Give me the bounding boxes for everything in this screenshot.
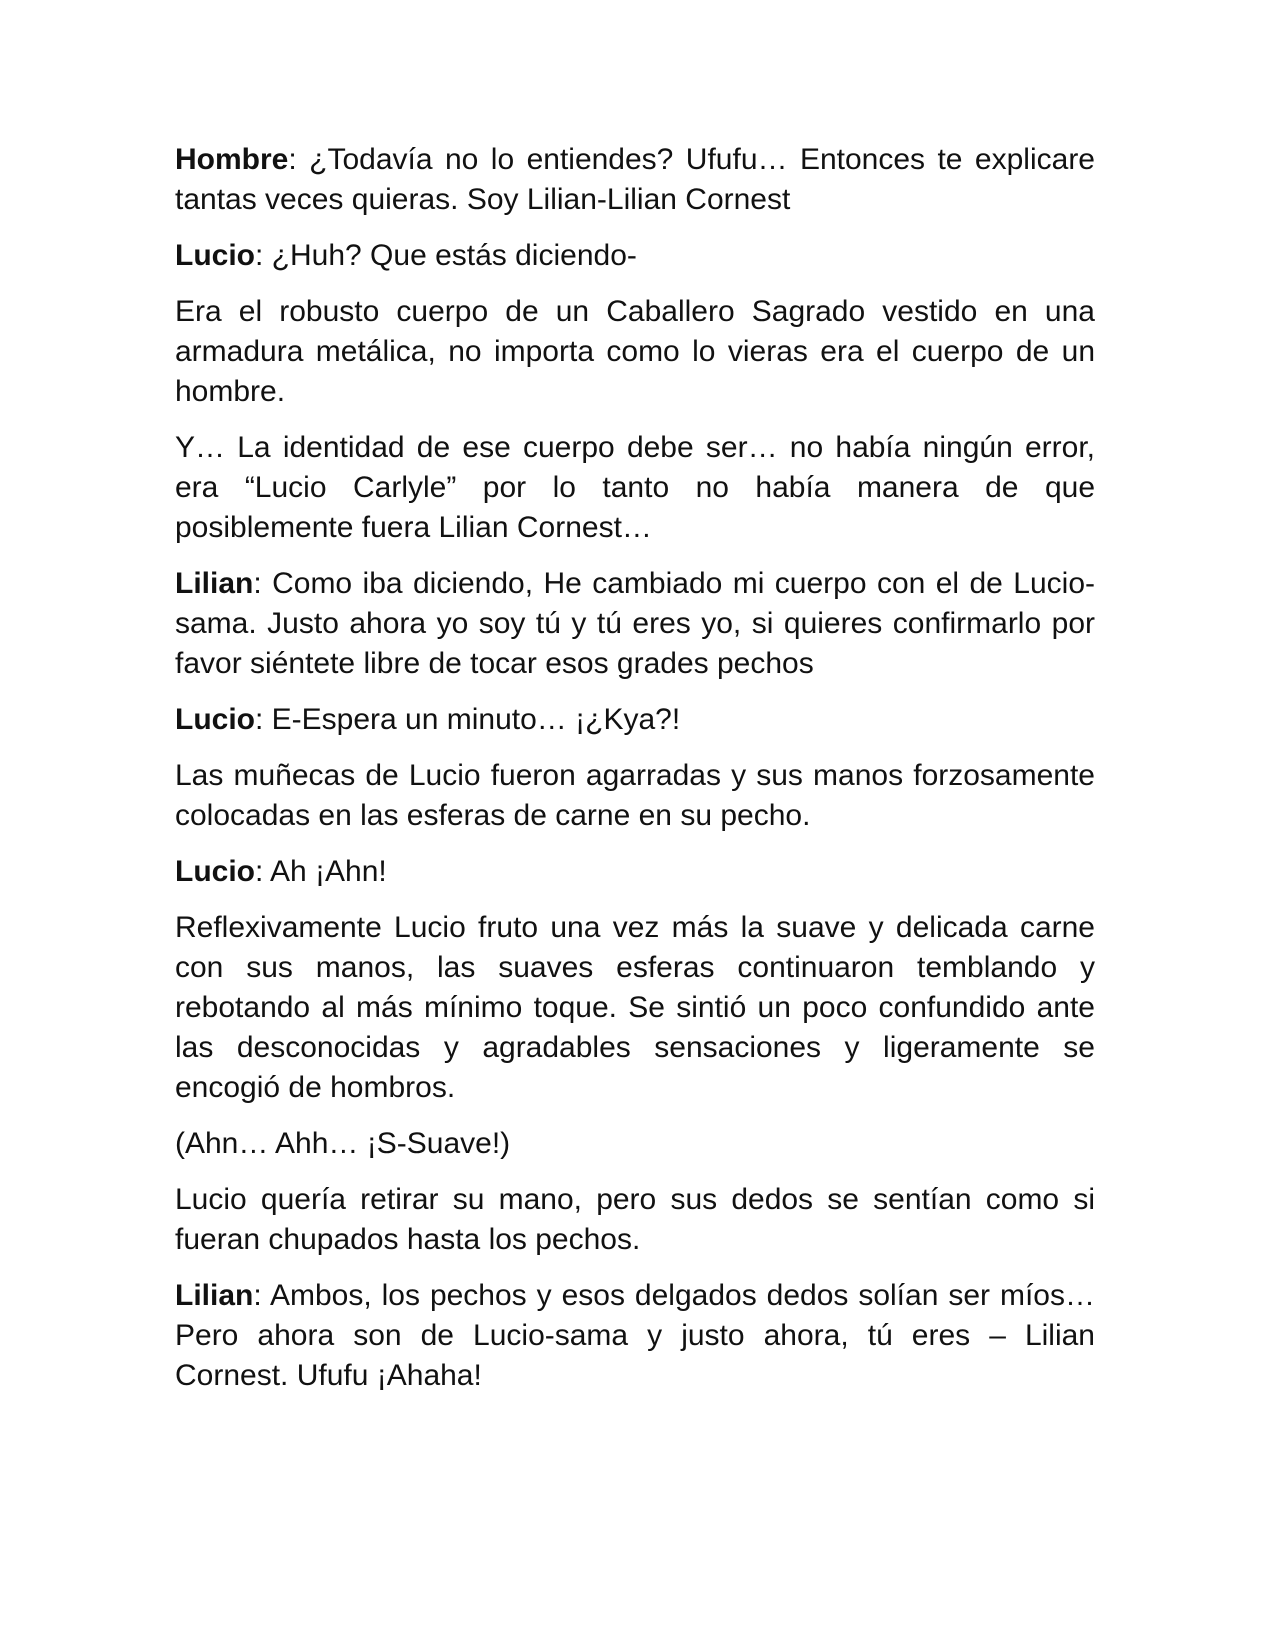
paragraph-text: (Ahn… Ahh… ¡S-Suave!): [175, 1127, 511, 1160]
speaker-name: Lilian: [175, 567, 254, 600]
speaker-name: Lilian: [175, 1279, 254, 1312]
paragraph-text: : Ah ¡Ahn!: [255, 855, 387, 888]
dialogue-paragraph: [175, 852, 1095, 892]
paragraph-text: Las muñecas de Lucio fueron agarradas y sus manos forzosamente colocadas en las esferas de carne en su pecho.: [175, 759, 1095, 832]
narration-paragraph: [175, 908, 1095, 1108]
paragraph-text: : Como iba diciendo, He cambiado mi cuerpo con el de Lucio-sama. Justo ahora yo soy tú y tú eres yo, si quieres confirmarlo por favor siéntete libre de tocar esos grades pechos: [175, 567, 1095, 680]
dialogue-paragraph: [175, 700, 1095, 740]
paragraph-text: Era el robusto cuerpo de un Caballero Sagrado vestido en una armadura metálica, no importa como lo vieras era el cuerpo de un hombre.: [175, 295, 1095, 408]
paragraph-text: : ¿Todavía no lo entiendes? Ufufu… Entonces te explicare tantas veces quieras. Soy Lilian-Lilian Cornest: [175, 143, 1095, 216]
dialogue-paragraph: [175, 564, 1095, 684]
speaker-name: Lucio: [175, 855, 255, 888]
dialogue-paragraph: [175, 236, 1095, 276]
narration-paragraph: [175, 1180, 1095, 1260]
speaker-name: Lucio: [175, 703, 255, 736]
dialogue-paragraph: [175, 140, 1095, 220]
paragraph-text: : ¿Huh? Que estás diciendo-: [255, 239, 637, 272]
paragraph-text: Reflexivamente Lucio fruto una vez más la suave y delicada carne con sus manos, las suaves esferas continuaron temblando y rebotando al más mínimo toque. Se sintió un poco confundido ante las desconocidas y agradables sensaciones y ligeramente se encogió de hombros.: [175, 911, 1095, 1104]
narration-paragraph: [175, 428, 1095, 548]
narration-paragraph: [175, 756, 1095, 836]
document-page: [175, 140, 1095, 1412]
paragraph-text: : E-Espera un minuto… ¡¿Kya?!: [255, 703, 681, 736]
paragraph-text: : Ambos, los pechos y esos delgados dedos solían ser míos… Pero ahora son de Lucio-sama y justo ahora, tú eres – Lilian Cornest. Ufufu ¡Ahaha!: [175, 1279, 1095, 1392]
paragraph-text: Y… La identidad de ese cuerpo debe ser… no había ningún error, era “Lucio Carlyle” por lo tanto no había manera de que posiblemente fuera Lilian Cornest…: [175, 431, 1095, 544]
dialogue-paragraph: [175, 1276, 1095, 1396]
paragraph-text: Lucio quería retirar su mano, pero sus dedos se sentían como si fueran chupados hasta los pechos.: [175, 1183, 1095, 1256]
narration-paragraph: [175, 292, 1095, 412]
speaker-name: Lucio: [175, 239, 255, 272]
speaker-name: Hombre: [175, 143, 289, 176]
thought-paragraph: [175, 1124, 1095, 1164]
